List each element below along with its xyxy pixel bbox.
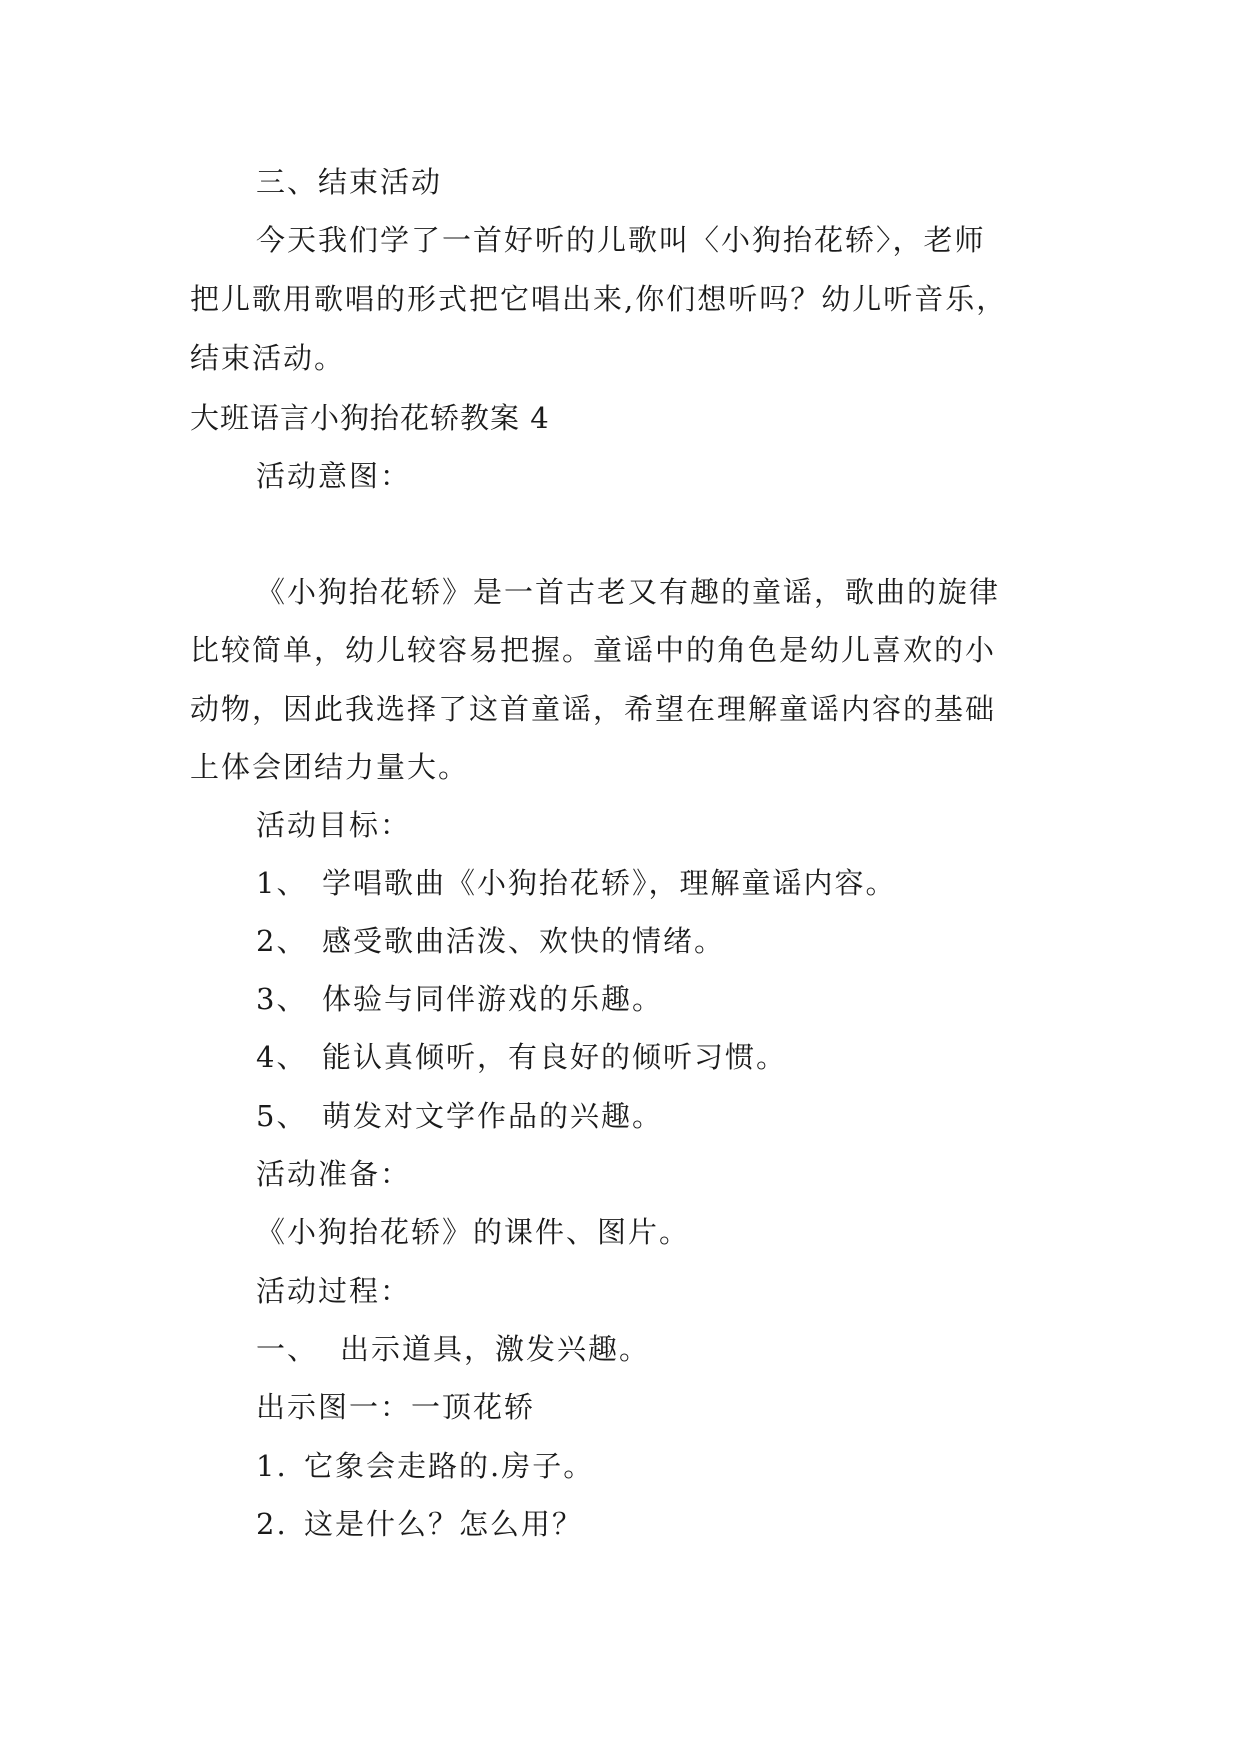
step-number: 一、 <box>256 1332 319 1366</box>
list-item <box>256 979 663 1019</box>
step-text: 出示道具，激发兴趣。 <box>340 1332 651 1366</box>
list-item <box>256 1096 663 1136</box>
list-item <box>256 863 897 903</box>
list-item <box>256 921 725 961</box>
question-text: 它象会走路的.房子。 <box>304 1449 595 1483</box>
question-item <box>256 1446 594 1486</box>
section-label: 活动过程： <box>256 1274 412 1308</box>
list-text: 学唱歌曲《小狗抬花轿》，理解童谣内容。 <box>322 866 897 900</box>
question-item <box>256 1504 583 1544</box>
list-number: 4、 <box>256 1040 308 1074</box>
paragraph-line: 把儿歌用歌唱的形式把它唱出来,你们想听吗？幼儿听音乐， <box>190 282 1008 316</box>
list-number: 2、 <box>256 924 308 958</box>
paragraph-line: 出示图一：一顶花轿 <box>256 1390 536 1424</box>
paragraph-line: 结束活动。 <box>190 341 346 375</box>
question-number: 1. <box>256 1449 288 1483</box>
lesson-title: 大班语言小狗抬花轿教案 4 <box>190 401 550 435</box>
list-number: 1、 <box>256 866 308 900</box>
question-number: 2. <box>256 1507 288 1541</box>
paragraph-line: 动物，因此我选择了这首童谣，希望在理解童谣内容的基础 <box>190 692 997 726</box>
section-label: 活动准备： <box>256 1157 412 1191</box>
section-label: 活动意图： <box>256 459 412 493</box>
list-number: 3、 <box>256 982 308 1016</box>
list-number: 5、 <box>256 1099 308 1133</box>
list-text: 体验与同伴游戏的乐趣。 <box>322 982 664 1016</box>
paragraph-line: 今天我们学了一首好听的儿歌叫〈小狗抬花轿〉，老师 <box>256 223 986 257</box>
section-label: 活动目标： <box>256 808 412 842</box>
list-text: 能认真倾听，有良好的倾听习惯。 <box>322 1040 788 1074</box>
paragraph-line: 《小狗抬花轿》的课件、图片。 <box>256 1215 691 1249</box>
paragraph-line: 《小狗抬花轿》是一首古老又有趣的童谣，歌曲的旋律 <box>256 575 1001 609</box>
list-item <box>256 1037 787 1077</box>
list-text: 感受歌曲活泼、欢快的情绪。 <box>322 924 726 958</box>
section-heading: 三、结束活动 <box>256 165 443 199</box>
paragraph-line: 上体会团结力量大。 <box>190 750 470 784</box>
step-item <box>256 1329 650 1369</box>
list-text: 萌发对文学作品的兴趣。 <box>322 1099 664 1133</box>
paragraph-line: 比较简单，幼儿较容易把握。童谣中的角色是幼儿喜欢的小 <box>190 633 997 667</box>
question-text: 这是什么？怎么用？ <box>304 1507 584 1541</box>
